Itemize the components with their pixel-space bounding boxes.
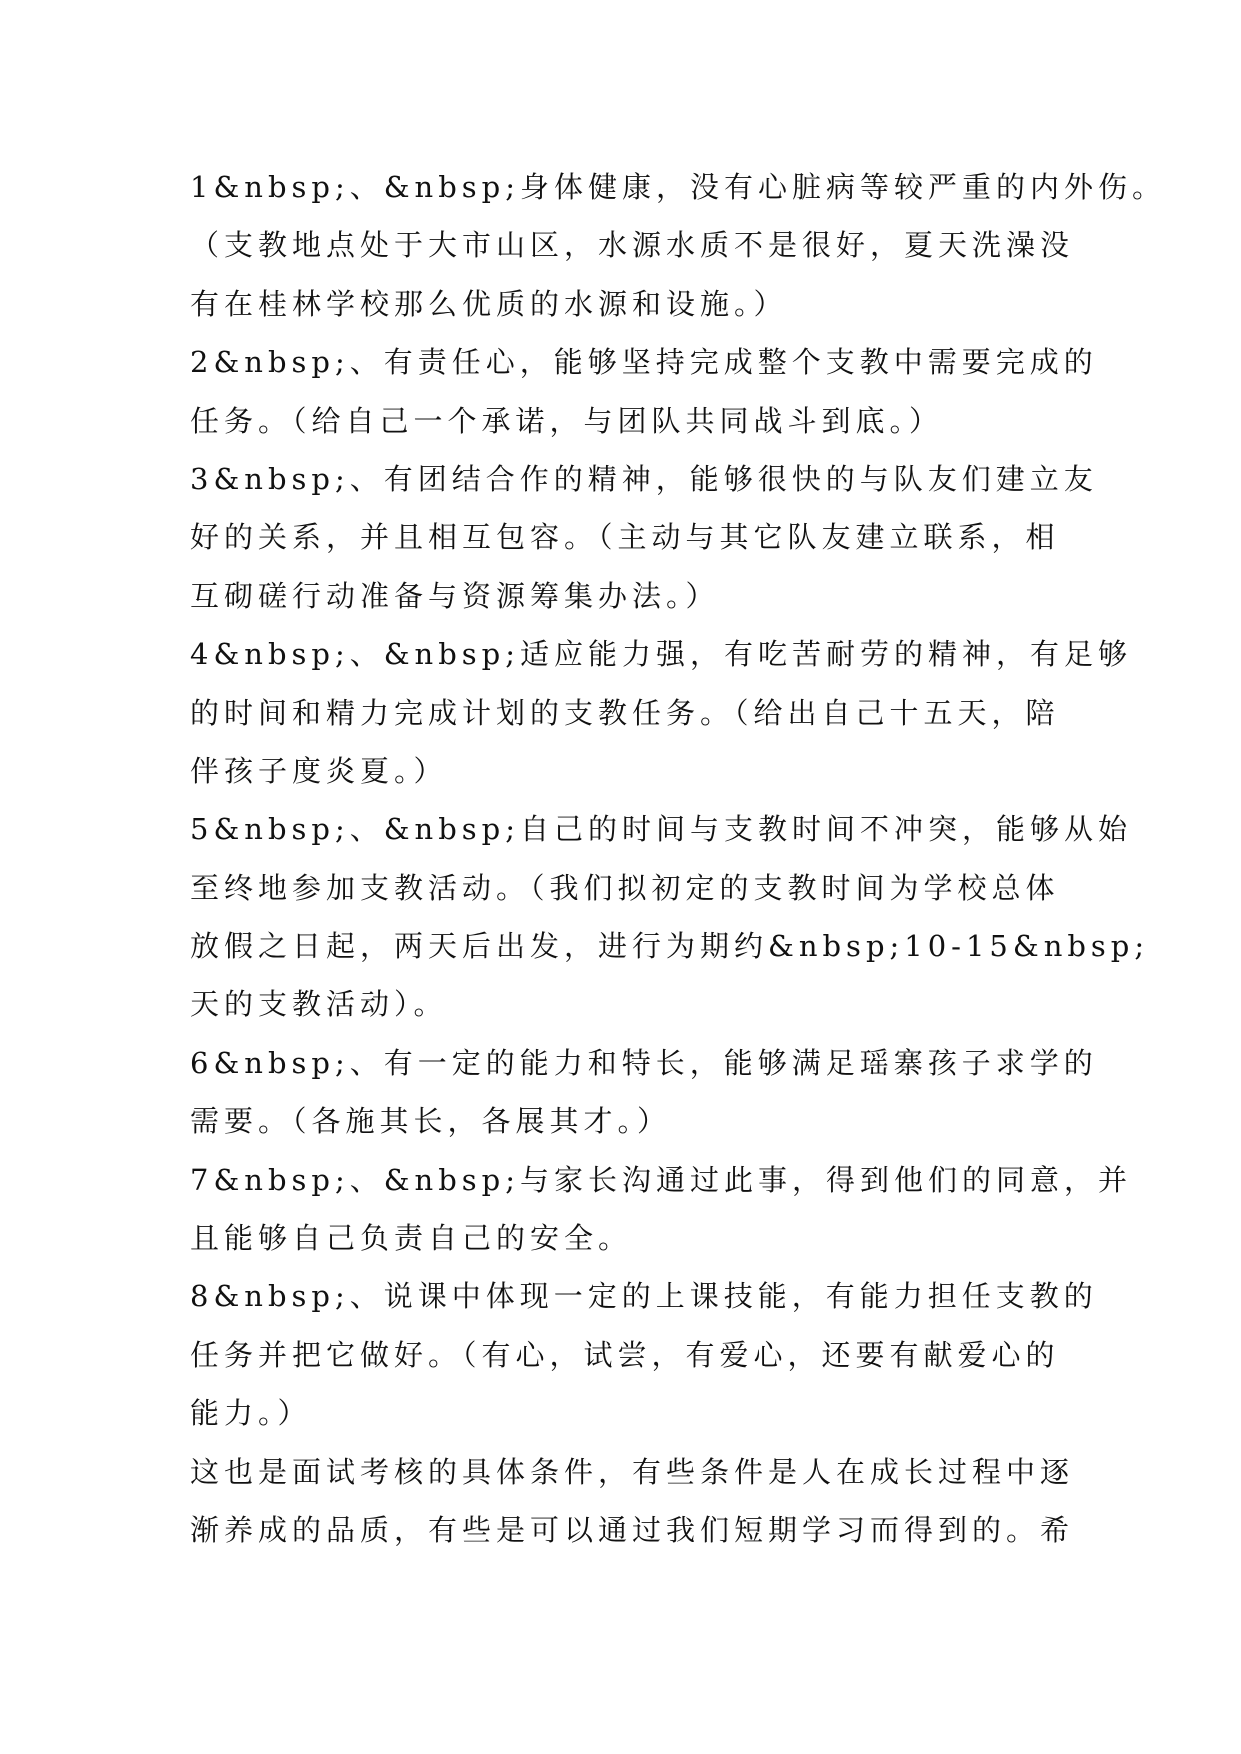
text-line: 这也是面试考核的具体条件，有些条件是人在成长过程中逐: [190, 1454, 1075, 1489]
text-line: 5&nbsp;、&nbsp;自己的时间与支教时间不冲突，能够从始: [190, 812, 1132, 847]
text-line: 7&nbsp;、&nbsp;与家长沟通过此事，得到他们的同意，并: [190, 1162, 1132, 1197]
text-line: 且能够自己负责自己的安全。: [190, 1221, 633, 1256]
text-line: 放假之日起，两天后出发，进行为期约&nbsp;10-15&nbsp;: [190, 929, 1150, 964]
text-line: 好的关系，并且相互包容。（主动与其它队友建立联系，相: [190, 520, 1060, 555]
text-line: 渐养成的品质，有些是可以通过我们短期学习而得到的。希: [190, 1512, 1075, 1547]
text-line: 伴孩子度炎夏。）: [190, 753, 448, 788]
text-line: 任务。（给自己一个承诺，与团队共同战斗到底。）: [190, 403, 944, 438]
text-line: 6&nbsp;、有一定的能力和特长，能够满足瑶寨孩子求学的: [190, 1045, 1098, 1080]
text-line: （支教地点处于大市山区，水源水质不是很好，夏天洗澡没: [190, 228, 1075, 263]
text-line: 能力。）: [190, 1396, 312, 1431]
document-body: [190, 158, 1166, 1559]
text-line: 任务并把它做好。（有心，试尝，有爱心，还要有献爱心的: [190, 1337, 1060, 1372]
text-line: 8&nbsp;、说课中体现一定的上课技能，有能力担任支教的: [190, 1279, 1098, 1314]
text-line: 3&nbsp;、有团结合作的精神，能够很快的与队友们建立友: [190, 461, 1098, 496]
text-line: 天的支教活动）。: [190, 987, 448, 1022]
text-line: 4&nbsp;、&nbsp;适应能力强，有吃苦耐劳的精神，有足够: [190, 637, 1132, 672]
text-line: 1&nbsp;、&nbsp;身体健康，没有心脏病等较严重的内外伤。: [190, 170, 1166, 204]
text-line: 互砌磋行动准备与资源筹集办法。）: [190, 578, 720, 613]
text-line: 至终地参加支教活动。（我们拟初定的支教时间为学校总体: [190, 870, 1060, 905]
text-line: 的时间和精力完成计划的支教任务。（给出自己十五天，陪: [190, 695, 1060, 730]
text-line: 需要。（各施其长，各展其才。）: [190, 1104, 672, 1139]
text-line: 2&nbsp;、有责任心，能够坚持完成整个支教中需要完成的: [190, 345, 1098, 380]
text-line: 有在桂林学校那么优质的水源和设施。）: [190, 286, 788, 321]
